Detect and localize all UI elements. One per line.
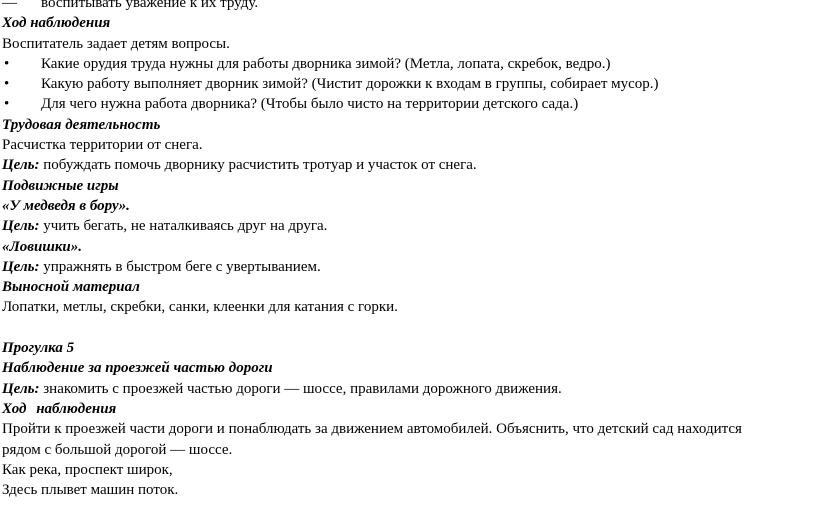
walk-goal-line — [0, 379, 816, 399]
goal-label: Цель: — [2, 157, 40, 174]
labor-goal-text: побуждать помочь дворнику расчистить тротуар и участок от снега. — [43, 157, 477, 174]
question-item — [0, 74, 816, 94]
blank-line — [0, 318, 816, 338]
game2-title: «Ловишки». — [2, 238, 83, 255]
game1-goal-text: учить бегать, не наталкиваясь друг на друга. — [43, 218, 328, 235]
poem-line-1: Как река, проспект широк, — [2, 461, 173, 478]
walk-title: Прогулка 5 — [2, 340, 75, 357]
games-heading: Подвижные игры — [2, 177, 119, 194]
goal-label: Цель: — [2, 380, 40, 397]
bullet-icon: • — [4, 76, 10, 93]
goal-line — [0, 0, 816, 13]
labor-goal-line — [0, 155, 816, 175]
game2-goal-text: упражнять в быстром беге с увертыванием. — [43, 258, 321, 275]
walk-goal-text: знакомить с проезжей частью дороги — шоссе, правилами дорожного движения. — [43, 380, 562, 397]
goal-label: Цель: — [2, 258, 40, 275]
goal-line-text: воспитывать уважение к их труду. — [41, 0, 259, 11]
walk-text-line-1: Пройти к проезжей части дороги и понаблюдать за движением автомобилей. Объяснить, что детский сад находится — [2, 421, 742, 438]
walk-course-heading: Ход наблюдения — [2, 400, 117, 417]
poem-line-2: Здесь плывет машин поток. — [2, 482, 179, 499]
teacher-asks-text: Воспитатель задает детям вопросы. — [2, 35, 230, 52]
bullet-icon: • — [4, 55, 10, 72]
goal-label: Цель: — [2, 218, 40, 235]
bullet-icon: • — [4, 96, 10, 113]
walk-observation-heading: Наблюдение за проезжей частью дороги — [2, 360, 273, 377]
game2-goal-line — [0, 257, 816, 277]
game1-title: «У медведя в бору». — [2, 197, 130, 214]
material-text: Лопатки, метлы, скребки, санки, клеенки для катания с горки. — [2, 299, 398, 316]
question-text: Какую работу выполняет дворник зимой? (Чистит дорожки к входам в группы, собирает мусор.) — [41, 76, 659, 93]
dash-marker: — — [2, 0, 17, 11]
material-heading: Выносной материал — [2, 279, 140, 296]
game1-goal-line — [0, 216, 816, 236]
labor-heading: Трудовая деятельность — [2, 116, 161, 133]
question-item — [0, 94, 816, 114]
observation-heading: Ход наблюдения — [2, 15, 111, 32]
question-item — [0, 54, 816, 74]
walk-text-line-2: рядом с большой дорогой — шоссе. — [2, 441, 233, 458]
labor-text: Расчистка территории от снега. — [2, 137, 203, 154]
question-text: Какие орудия труда нужны для работы дворника зимой? (Метла, лопата, скребок, ведро.) — [41, 55, 611, 72]
question-text: Для чего нужна работа дворника? (Чтобы было чисто на территории детского сада.) — [41, 96, 579, 113]
